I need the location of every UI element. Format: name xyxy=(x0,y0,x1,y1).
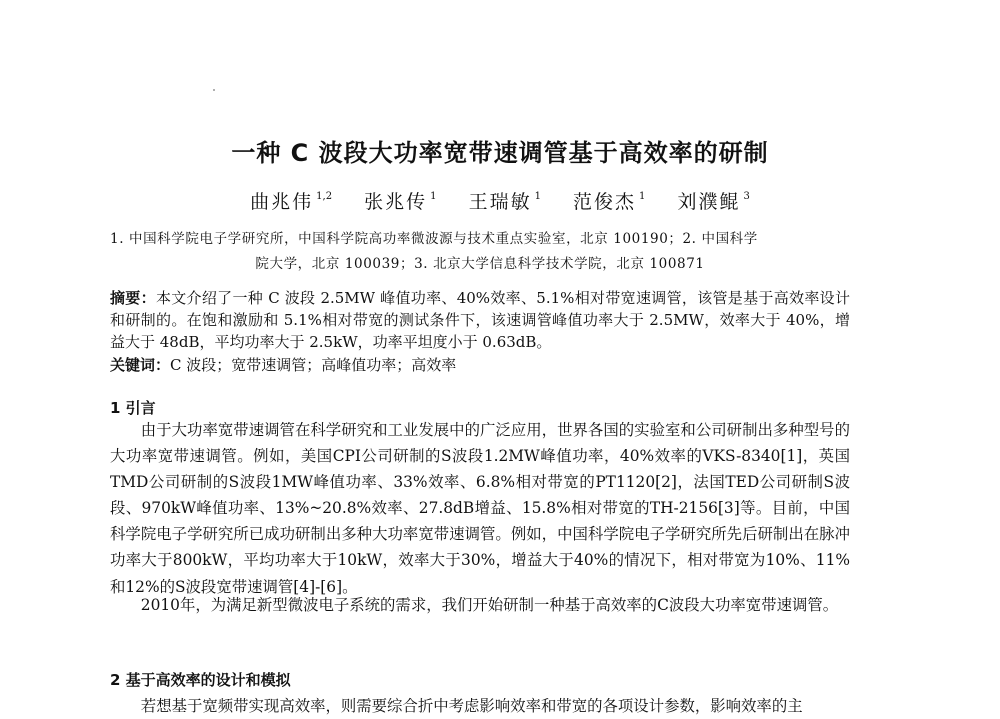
abstract xyxy=(110,287,850,353)
section-heading-introduction: 1 引言 xyxy=(110,399,156,417)
author xyxy=(364,187,436,214)
author-affiliation-mark: 3 xyxy=(743,191,750,202)
body-paragraph: 若想基于宽频带实现高效率，则需要综合折中考虑影响效率和带宽的各项设计参数，影响效率的主 xyxy=(140,697,803,715)
author-name: 曲兆伟 xyxy=(250,191,314,213)
author xyxy=(573,187,645,214)
body-paragraph: 由于大功率宽带速调管在科学研究和工业发展中的广泛应用，世界各国的实验室和公司研制出多种型号的大功率宽带速调管。例如，美国CPI公司研制的S波段1.2MW峰值功率，40%效率的VKS-8340[1]，英国TMD公司研制的S波段1MW峰值功率、33%效率、6.8%相对带宽的PT1120[2]，法国TED公司研制S波段、970kW峰值功率、13%~20.8%效率、27.8dB增益、15.8%相对带宽的TH-2156[3]等。目前，中国科学院电子学研究所已成功研制出多种大功率宽带速调管。例如，中国科学院电子学研究所先后研制出在脉冲功率大于800kW，平均功率大于10kW，效率大于30%，增益大于40%的情况下，相对带宽为10%、11%和12%的S波段宽带速调管[4]-[6]。 xyxy=(110,421,850,596)
author xyxy=(677,187,749,214)
author xyxy=(250,187,332,214)
author-affiliation-mark: 1 xyxy=(534,191,541,202)
author-affiliation-mark: 1 xyxy=(639,191,646,202)
author-affiliation-mark: 1 xyxy=(430,191,437,202)
keywords-text: C 波段；宽带速调管；高峰值功率；高效率 xyxy=(170,356,457,374)
keywords xyxy=(110,354,850,376)
author-list xyxy=(0,187,1000,214)
affiliation-line-2: 院大学，北京 100039；3. 北京大学信息科学技术学院，北京 100871 xyxy=(255,256,705,272)
keywords-label: 关键词： xyxy=(110,356,171,374)
author-name: 张兆传 xyxy=(364,191,428,213)
body-paragraph: 2010年，为满足新型微波电子系统的需求，我们开始研制一种基于高效率的C波段大功率宽带速调管。 xyxy=(140,596,839,614)
author xyxy=(469,187,541,214)
author-name: 王瑞敏 xyxy=(468,191,532,213)
author-affiliation-mark: 1,2 xyxy=(316,191,333,202)
author-name: 范俊杰 xyxy=(573,191,637,213)
abstract-text: 本文介绍了一种 C 波段 2.5MW 峰值功率、40%效率、5.1%相对带宽速调管，该管是基于高效率设计和研制的。在饱和激励和 5.1%相对带宽的测试条件下，该速调管峰值功率大于 2.5MW，效率大于 40%，增益大于 48dB，平均功率大于 2.5kW，功率平坦度小于 0.63dB。 xyxy=(110,289,850,351)
abstract-label: 摘要： xyxy=(110,289,156,307)
paper-title: 一种 C 波段大功率宽带速调管基于高效率的研制 xyxy=(231,139,769,167)
author-name: 刘濮鲲 xyxy=(677,191,741,213)
section-heading-design: 2 基于高效率的设计和模拟 xyxy=(110,671,291,689)
scan-speck xyxy=(213,89,215,91)
affiliation-line-1: 1. 中国科学院电子学研究所，中国科学院高功率微波源与技术重点实验室，北京 100190；2. 中国科学 xyxy=(110,231,758,247)
